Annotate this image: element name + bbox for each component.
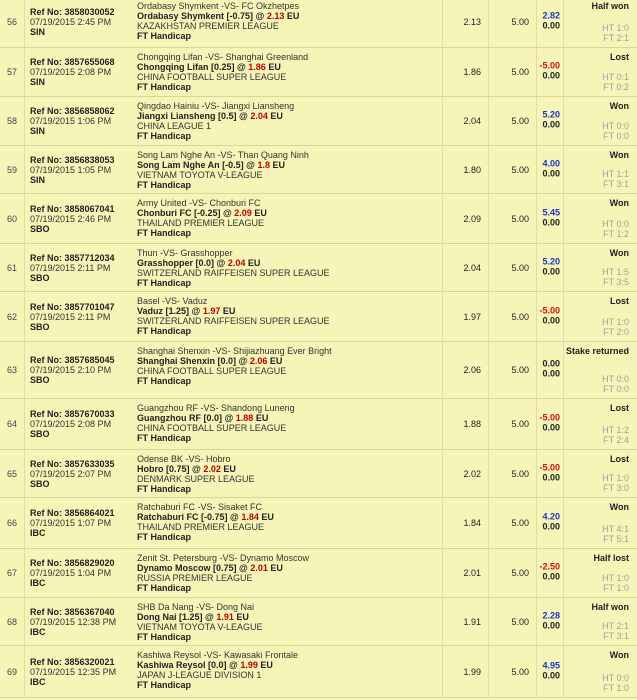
bet-row[interactable] [0, 498, 637, 549]
bet-price: 1.99 [240, 660, 258, 670]
row-number: 61 [6, 262, 17, 273]
bet-datetime: 07/19/2015 1:05 PM [30, 164, 112, 175]
bet-status: Half lost [593, 553, 629, 563]
bet-status: Won [609, 101, 629, 111]
stake-value: 5.00 [511, 164, 529, 175]
market-type: FT Handicap [137, 680, 192, 690]
commission-amount: 0.00 [542, 471, 560, 482]
commission-amount: 0.00 [542, 70, 560, 81]
match-name: SHB Da Nang -VS- Dong Nai [137, 602, 255, 612]
bet-row[interactable] [0, 146, 637, 194]
odds-value: 1.91 [463, 616, 481, 627]
bet-source: IBC [30, 676, 46, 687]
commission-amount: 0.00 [542, 521, 560, 532]
price-currency: EU [255, 413, 269, 423]
bet-info-cell [25, 194, 443, 243]
stake-value: 5.00 [511, 666, 529, 677]
league-name: SWITZERLAND RAIFFEISEN SUPER LEAGUE [137, 268, 330, 278]
result-cell [564, 48, 634, 96]
match-name: Ordabasy Shymkent -VS- FC Okzhetpes [137, 1, 300, 11]
commission-amount: 0.00 [542, 216, 560, 227]
bet-source: SIN [30, 174, 46, 185]
market-type: FT Handicap [137, 131, 192, 141]
half-time-score: HT 1:0 [602, 573, 629, 583]
ref-number[interactable]: Ref No: 3856838053 [30, 154, 115, 165]
half-time-score: HT 0:0 [602, 673, 629, 683]
bet-selection [137, 464, 255, 474]
bet-datetime: 07/19/2015 1:06 PM [30, 116, 112, 126]
commission-amount: 0.00 [542, 571, 560, 582]
bet-row[interactable] [0, 646, 637, 698]
bet-source: IBC [30, 626, 46, 637]
odds-value: 2.04 [463, 116, 481, 126]
bet-datetime: 07/19/2015 12:35 PM [30, 666, 117, 677]
bet-selection [137, 612, 263, 622]
bet-source: SBO [30, 223, 50, 234]
bet-status: Won [609, 502, 629, 512]
bet-price: 1.97 [202, 306, 221, 316]
bet-datetime: 07/19/2015 2:11 PM [30, 262, 111, 273]
commission-amount: 0.00 [542, 119, 560, 130]
half-time-score: HT 1:0 [602, 473, 629, 483]
bet-info-cell [25, 498, 443, 548]
bet-price: 2.04 [227, 258, 246, 268]
bet-source: SBO [30, 272, 50, 283]
market-type: FT Handicap [137, 632, 192, 642]
half-time-score: HT 0:0 [602, 121, 629, 131]
bet-team: Dynamo Moscow [0.75] @ [137, 563, 248, 573]
bet-price: 1.91 [216, 612, 234, 622]
winloss-amount: 2.82 [542, 10, 560, 21]
market-type: FT Handicap [137, 376, 192, 386]
bet-info-cell [25, 342, 443, 398]
row-number: 59 [6, 164, 17, 175]
league-name: SWITZERLAND RAIFFEISEN SUPER LEAGUE [137, 316, 330, 326]
row-number: 66 [6, 518, 17, 528]
price-currency: EU [254, 208, 267, 218]
league-name: VIETNAM TOYOTA V-LEAGUE [137, 170, 263, 180]
result-cell [564, 549, 634, 597]
half-time-score: HT 1:0 [602, 23, 629, 33]
bet-datetime: 07/19/2015 1:07 PM [30, 518, 112, 528]
commission-amount: 0.00 [542, 265, 560, 276]
ref-number[interactable]: Ref No: 3858030052 [30, 7, 115, 17]
bet-team: Ordabasy Shymkent [-0.75] @ [137, 11, 265, 21]
winloss-amount: -5.00 [539, 304, 560, 315]
match-name: Guangzhou RF -VS- Shandong Luneng [137, 403, 295, 413]
stake-value: 5.00 [511, 518, 529, 528]
stake-value: 5.00 [511, 67, 529, 77]
bet-price: 2.01 [250, 563, 268, 573]
bet-info-cell [25, 146, 443, 193]
match-name: Shanghai Shenxin -VS- Shijiazhuang Ever Bright [137, 346, 332, 356]
bet-row[interactable] [0, 450, 637, 498]
market-type: FT Handicap [137, 484, 192, 494]
bet-price: 1.84 [241, 512, 259, 522]
bet-team: Hobro [0.75] @ [137, 464, 201, 474]
full-time-score: FT 1:0 [603, 683, 629, 693]
league-name: CHINA LEAGUE 1 [137, 121, 212, 131]
full-time-score: FT 0:0 [603, 131, 629, 141]
row-number: 69 [6, 666, 17, 677]
odds-value: 2.06 [463, 365, 481, 375]
ref-number[interactable]: Ref No: 3858067041 [30, 203, 115, 214]
bet-row[interactable] [0, 549, 637, 598]
bet-datetime: 07/19/2015 2:08 PM [30, 419, 112, 429]
odds-value: 1.84 [463, 518, 481, 528]
full-time-score: FT 5:1 [603, 534, 629, 544]
commission-amount: 0.00 [542, 368, 560, 379]
market-type: FT Handicap [137, 31, 192, 41]
bet-source: SIN [30, 77, 46, 87]
bet-row[interactable] [0, 194, 637, 244]
bet-selection [137, 62, 308, 72]
league-name: DENMARK SUPER LEAGUE [137, 474, 255, 484]
bet-row[interactable] [0, 292, 637, 342]
bet-status: Won [609, 198, 629, 208]
league-name: CHINA FOOTBALL SUPER LEAGUE [137, 72, 287, 82]
bet-team: Shanghai Shenxin [0.0] @ [137, 356, 248, 366]
row-number: 58 [6, 116, 17, 126]
full-time-score: FT 0:2 [603, 82, 629, 92]
bet-status: Half won [591, 602, 629, 612]
bet-status: Won [609, 150, 629, 160]
commission-amount: 0.00 [542, 422, 560, 433]
ref-number[interactable]: Ref No: 3856858062 [30, 106, 115, 116]
full-time-score: FT 2:0 [603, 327, 629, 337]
bet-row[interactable] [0, 48, 637, 97]
bet-status: Lost [610, 52, 629, 62]
bet-datetime: 07/19/2015 2:08 PM [30, 67, 112, 77]
bet-datetime: 07/19/2015 2:10 PM [30, 365, 112, 375]
full-time-score: FT 3:1 [603, 179, 629, 189]
league-name: CHINA FOOTBALL SUPER LEAGUE [137, 366, 287, 376]
match-name: Kashiwa Reysol -VS- Kawasaki Frontale [137, 650, 299, 660]
winloss-amount: -5.00 [539, 60, 560, 71]
bet-team: Vaduz [1.25] @ [137, 306, 201, 316]
bet-info-cell [25, 292, 443, 341]
winloss-amount: 4.00 [542, 157, 560, 168]
half-time-score: HT 2:1 [602, 621, 629, 631]
stake-value: 5.00 [511, 262, 529, 273]
stake-value: 5.00 [511, 568, 529, 578]
match-name: Zenit St. Petersburg -VS- Dynamo Moscow [137, 553, 310, 563]
full-time-score: FT 0:0 [603, 384, 629, 394]
bet-price: 1.86 [248, 62, 266, 72]
bet-selection [137, 660, 298, 670]
bet-source: SIN [30, 27, 46, 37]
full-time-score: FT 3:0 [603, 483, 629, 493]
bet-datetime: 07/19/2015 12:38 PM [30, 616, 117, 627]
winloss-amount: -5.00 [539, 461, 560, 472]
odds-value: 1.99 [463, 666, 481, 677]
bet-selection [137, 208, 267, 218]
stake-value: 5.00 [511, 419, 529, 429]
row-number: 65 [6, 468, 17, 479]
half-time-score: HT 1:0 [602, 317, 629, 327]
commission-amount: 0.00 [542, 20, 560, 31]
bet-price: 2.09 [234, 208, 252, 218]
bet-status: Lost [610, 403, 629, 413]
row-number: 68 [6, 616, 17, 627]
odds-value: 2.09 [463, 213, 481, 224]
bet-datetime: 07/19/2015 2:11 PM [30, 311, 111, 322]
bet-price: 2.13 [266, 11, 285, 21]
odds-value: 1.88 [463, 419, 481, 429]
bet-team: Dong Nai [1.25] @ [137, 612, 214, 622]
bet-info-cell [25, 598, 443, 645]
match-name: Army United -VS- Chonburi FC [137, 198, 261, 208]
bet-status: Lost [610, 454, 629, 464]
result-cell [564, 342, 634, 398]
odds-value: 2.04 [463, 262, 481, 273]
bet-row[interactable] [0, 0, 637, 48]
bet-source: SBO [30, 321, 50, 332]
commission-amount: 0.00 [542, 314, 560, 325]
winloss-amount: -5.00 [539, 412, 560, 423]
market-type: FT Handicap [137, 82, 192, 92]
bet-team: Ratchaburi FC [-0.75] @ [137, 512, 239, 522]
result-cell [564, 498, 634, 548]
full-time-score: FT 1:0 [603, 583, 629, 593]
match-name: Qingdao Hainiu -VS- Jiangxi Liansheng [137, 101, 295, 111]
bet-team: Song Lam Nghe An [-0.5] @ [137, 160, 255, 170]
result-cell [564, 399, 634, 449]
half-time-score: HT 0:0 [602, 374, 629, 384]
result-cell [564, 146, 634, 193]
winloss-amount: 4.95 [542, 659, 560, 670]
bet-selection [137, 306, 330, 316]
bet-price: 2.06 [249, 356, 268, 366]
bet-status: Half won [591, 1, 629, 11]
match-name: Odense BK -VS- Hobro [137, 454, 231, 464]
ref-number[interactable]: Ref No: 3856320021 [30, 656, 115, 667]
bet-info-cell [25, 450, 443, 497]
price-currency: EU [261, 512, 274, 522]
row-number: 56 [6, 17, 17, 27]
bet-selection [137, 258, 330, 268]
bet-datetime: 07/19/2015 2:46 PM [30, 213, 112, 224]
ref-number[interactable]: Ref No: 3857701047 [30, 301, 115, 312]
bet-selection [137, 160, 309, 170]
price-currency: EU [268, 62, 281, 72]
stake-value: 5.00 [511, 365, 529, 375]
bet-source: SBO [30, 429, 50, 439]
bet-datetime: 07/19/2015 2:45 PM [30, 17, 112, 27]
winloss-amount: 4.20 [542, 511, 560, 522]
bet-selection [137, 356, 332, 366]
bet-selection [137, 512, 274, 522]
winloss-amount: 0.00 [542, 358, 560, 369]
bet-datetime: 07/19/2015 1:04 PM [30, 568, 112, 578]
match-name: Song Lam Nghe An -VS- Than Quang Ninh [137, 150, 309, 160]
ref-number[interactable]: Ref No: 3857655068 [30, 57, 115, 67]
bet-row[interactable] [0, 399, 637, 450]
half-time-score: HT 0:0 [602, 219, 629, 229]
bet-team: Kashiwa Reysol [0.0] @ [137, 660, 238, 670]
result-cell [564, 194, 634, 243]
league-name: THAILAND PREMIER LEAGUE [137, 522, 265, 532]
bet-source: SBO [30, 478, 50, 489]
bet-row[interactable] [0, 244, 637, 292]
winloss-amount: 5.45 [542, 206, 560, 217]
row-number: 60 [6, 213, 17, 224]
bet-source: IBC [30, 528, 46, 538]
match-name: Thun -VS- Grasshopper [137, 248, 233, 258]
ref-number[interactable]: Ref No: 3857685045 [30, 355, 115, 365]
bet-price: 2.02 [203, 464, 221, 474]
price-currency: EU [272, 160, 286, 170]
odds-value: 2.13 [463, 17, 481, 27]
bet-status: Lost [610, 296, 629, 306]
league-name: CHINA FOOTBALL SUPER LEAGUE [137, 423, 287, 433]
winloss-amount: -2.50 [539, 561, 560, 572]
bet-price: 1.8 [257, 160, 270, 170]
bet-selection [137, 563, 309, 573]
market-type: FT Handicap [137, 433, 192, 443]
odds-value: 1.80 [463, 164, 481, 175]
price-currency: EU [236, 612, 249, 622]
price-currency: EU [247, 258, 261, 268]
full-time-score: FT 2:1 [603, 33, 629, 43]
result-cell [564, 292, 634, 341]
winloss-amount: 2.28 [542, 609, 560, 620]
bet-info-cell [25, 48, 443, 96]
bet-info-cell [25, 244, 443, 291]
row-number: 62 [6, 311, 17, 322]
bet-row[interactable] [0, 97, 637, 146]
bet-status: Stake returned [565, 346, 629, 356]
match-name: Ratchaburi FC -VS- Sisaket FC [137, 502, 263, 512]
ref-number[interactable]: Ref No: 3856864021 [30, 508, 115, 518]
ref-number[interactable]: Ref No: 3856829020 [30, 558, 115, 568]
full-time-score: FT 3:1 [603, 631, 629, 641]
bet-team: Chonburi FC [-0.25] @ [137, 208, 232, 218]
price-currency: EU [269, 356, 283, 366]
price-currency: EU [286, 11, 300, 21]
league-name: THAILAND PREMIER LEAGUE [137, 218, 265, 228]
result-cell [564, 646, 634, 697]
odds-value: 1.97 [463, 311, 481, 322]
bet-source: SBO [30, 375, 50, 385]
row-number: 57 [6, 67, 17, 77]
market-type: FT Handicap [137, 228, 192, 238]
winloss-amount: 5.20 [542, 109, 560, 120]
bet-info-cell [25, 0, 443, 47]
result-cell [564, 0, 634, 47]
bet-status: Won [609, 650, 629, 660]
market-type: FT Handicap [137, 583, 192, 593]
bet-info-cell [25, 646, 443, 697]
bet-source: IBC [30, 578, 46, 588]
stake-value: 5.00 [511, 17, 529, 27]
half-time-score: HT 1:5 [602, 267, 629, 277]
stake-value: 5.00 [511, 116, 529, 126]
bet-team: Jiangxi Liansheng [0.5] @ [137, 111, 248, 121]
half-time-score: HT 1:1 [602, 169, 629, 179]
stake-value: 5.00 [511, 468, 529, 479]
bet-selection [137, 413, 295, 423]
half-time-score: HT 4:1 [602, 524, 629, 534]
result-cell [564, 97, 634, 145]
league-name: KAZAKHSTAN PREMIER LEAGUE [137, 21, 279, 31]
market-type: FT Handicap [137, 180, 192, 190]
bet-team: Guangzhou RF [0.0] @ [137, 413, 234, 423]
ref-number[interactable]: Ref No: 3856367040 [30, 606, 115, 617]
full-time-score: FT 2:4 [603, 435, 629, 445]
bet-status: Won [609, 248, 629, 258]
commission-amount: 0.00 [542, 669, 560, 680]
ref-number[interactable]: Ref No: 3857712034 [30, 252, 115, 263]
bet-info-cell [25, 549, 443, 597]
stake-value: 5.00 [511, 616, 529, 627]
league-name: RUSSIA PREMIER LEAGUE [137, 573, 253, 583]
market-type: FT Handicap [137, 532, 192, 542]
winloss-amount: 5.20 [542, 255, 560, 266]
bet-team: Chongqing Lifan [0.25] @ [137, 62, 246, 72]
bet-selection [137, 11, 299, 21]
half-time-score: HT 0:1 [602, 72, 629, 82]
row-number: 67 [6, 568, 17, 578]
odds-value: 1.86 [463, 67, 481, 77]
result-cell [564, 598, 634, 645]
bet-datetime: 07/19/2015 2:07 PM [30, 468, 112, 479]
stake-value: 5.00 [511, 311, 529, 322]
half-time-score: HT 1:2 [602, 425, 629, 435]
ref-number[interactable]: Ref No: 3857633035 [30, 458, 115, 469]
commission-amount: 0.00 [542, 619, 560, 630]
bet-team: Grasshopper [0.0] @ [137, 258, 226, 268]
full-time-score: FT 1:2 [603, 229, 629, 239]
match-name: Chongqing Lifan -VS- Shanghai Greenland [137, 52, 309, 62]
bet-selection [137, 111, 294, 121]
full-time-score: FT 3:5 [603, 277, 629, 287]
bet-info-cell [25, 97, 443, 145]
market-type: FT Handicap [137, 278, 192, 288]
bet-row[interactable] [0, 342, 637, 399]
ref-number[interactable]: Ref No: 3857670033 [30, 409, 115, 419]
commission-amount: 0.00 [542, 167, 560, 178]
price-currency: EU [222, 306, 236, 316]
price-currency: EU [270, 563, 283, 573]
bet-price: 2.04 [250, 111, 268, 121]
bet-row[interactable] [0, 598, 637, 646]
bet-price: 1.88 [235, 413, 254, 423]
row-number: 63 [6, 365, 17, 375]
odds-value: 2.01 [463, 568, 481, 578]
market-type: FT Handicap [137, 326, 192, 336]
stake-value: 5.00 [511, 213, 529, 224]
match-name: Basel -VS- Vaduz [137, 296, 208, 306]
odds-value: 2.02 [463, 468, 481, 479]
bet-source: SIN [30, 126, 46, 136]
result-cell [564, 450, 634, 497]
price-currency: EU [270, 111, 283, 121]
result-cell [564, 244, 634, 291]
row-number: 64 [6, 419, 17, 429]
bet-info-cell [25, 399, 443, 449]
price-currency: EU [223, 464, 236, 474]
league-name: VIETNAM TOYOTA V-LEAGUE [137, 622, 263, 632]
price-currency: EU [260, 660, 273, 670]
league-name: JAPAN J-LEAGUE DIVISION 1 [137, 670, 262, 680]
